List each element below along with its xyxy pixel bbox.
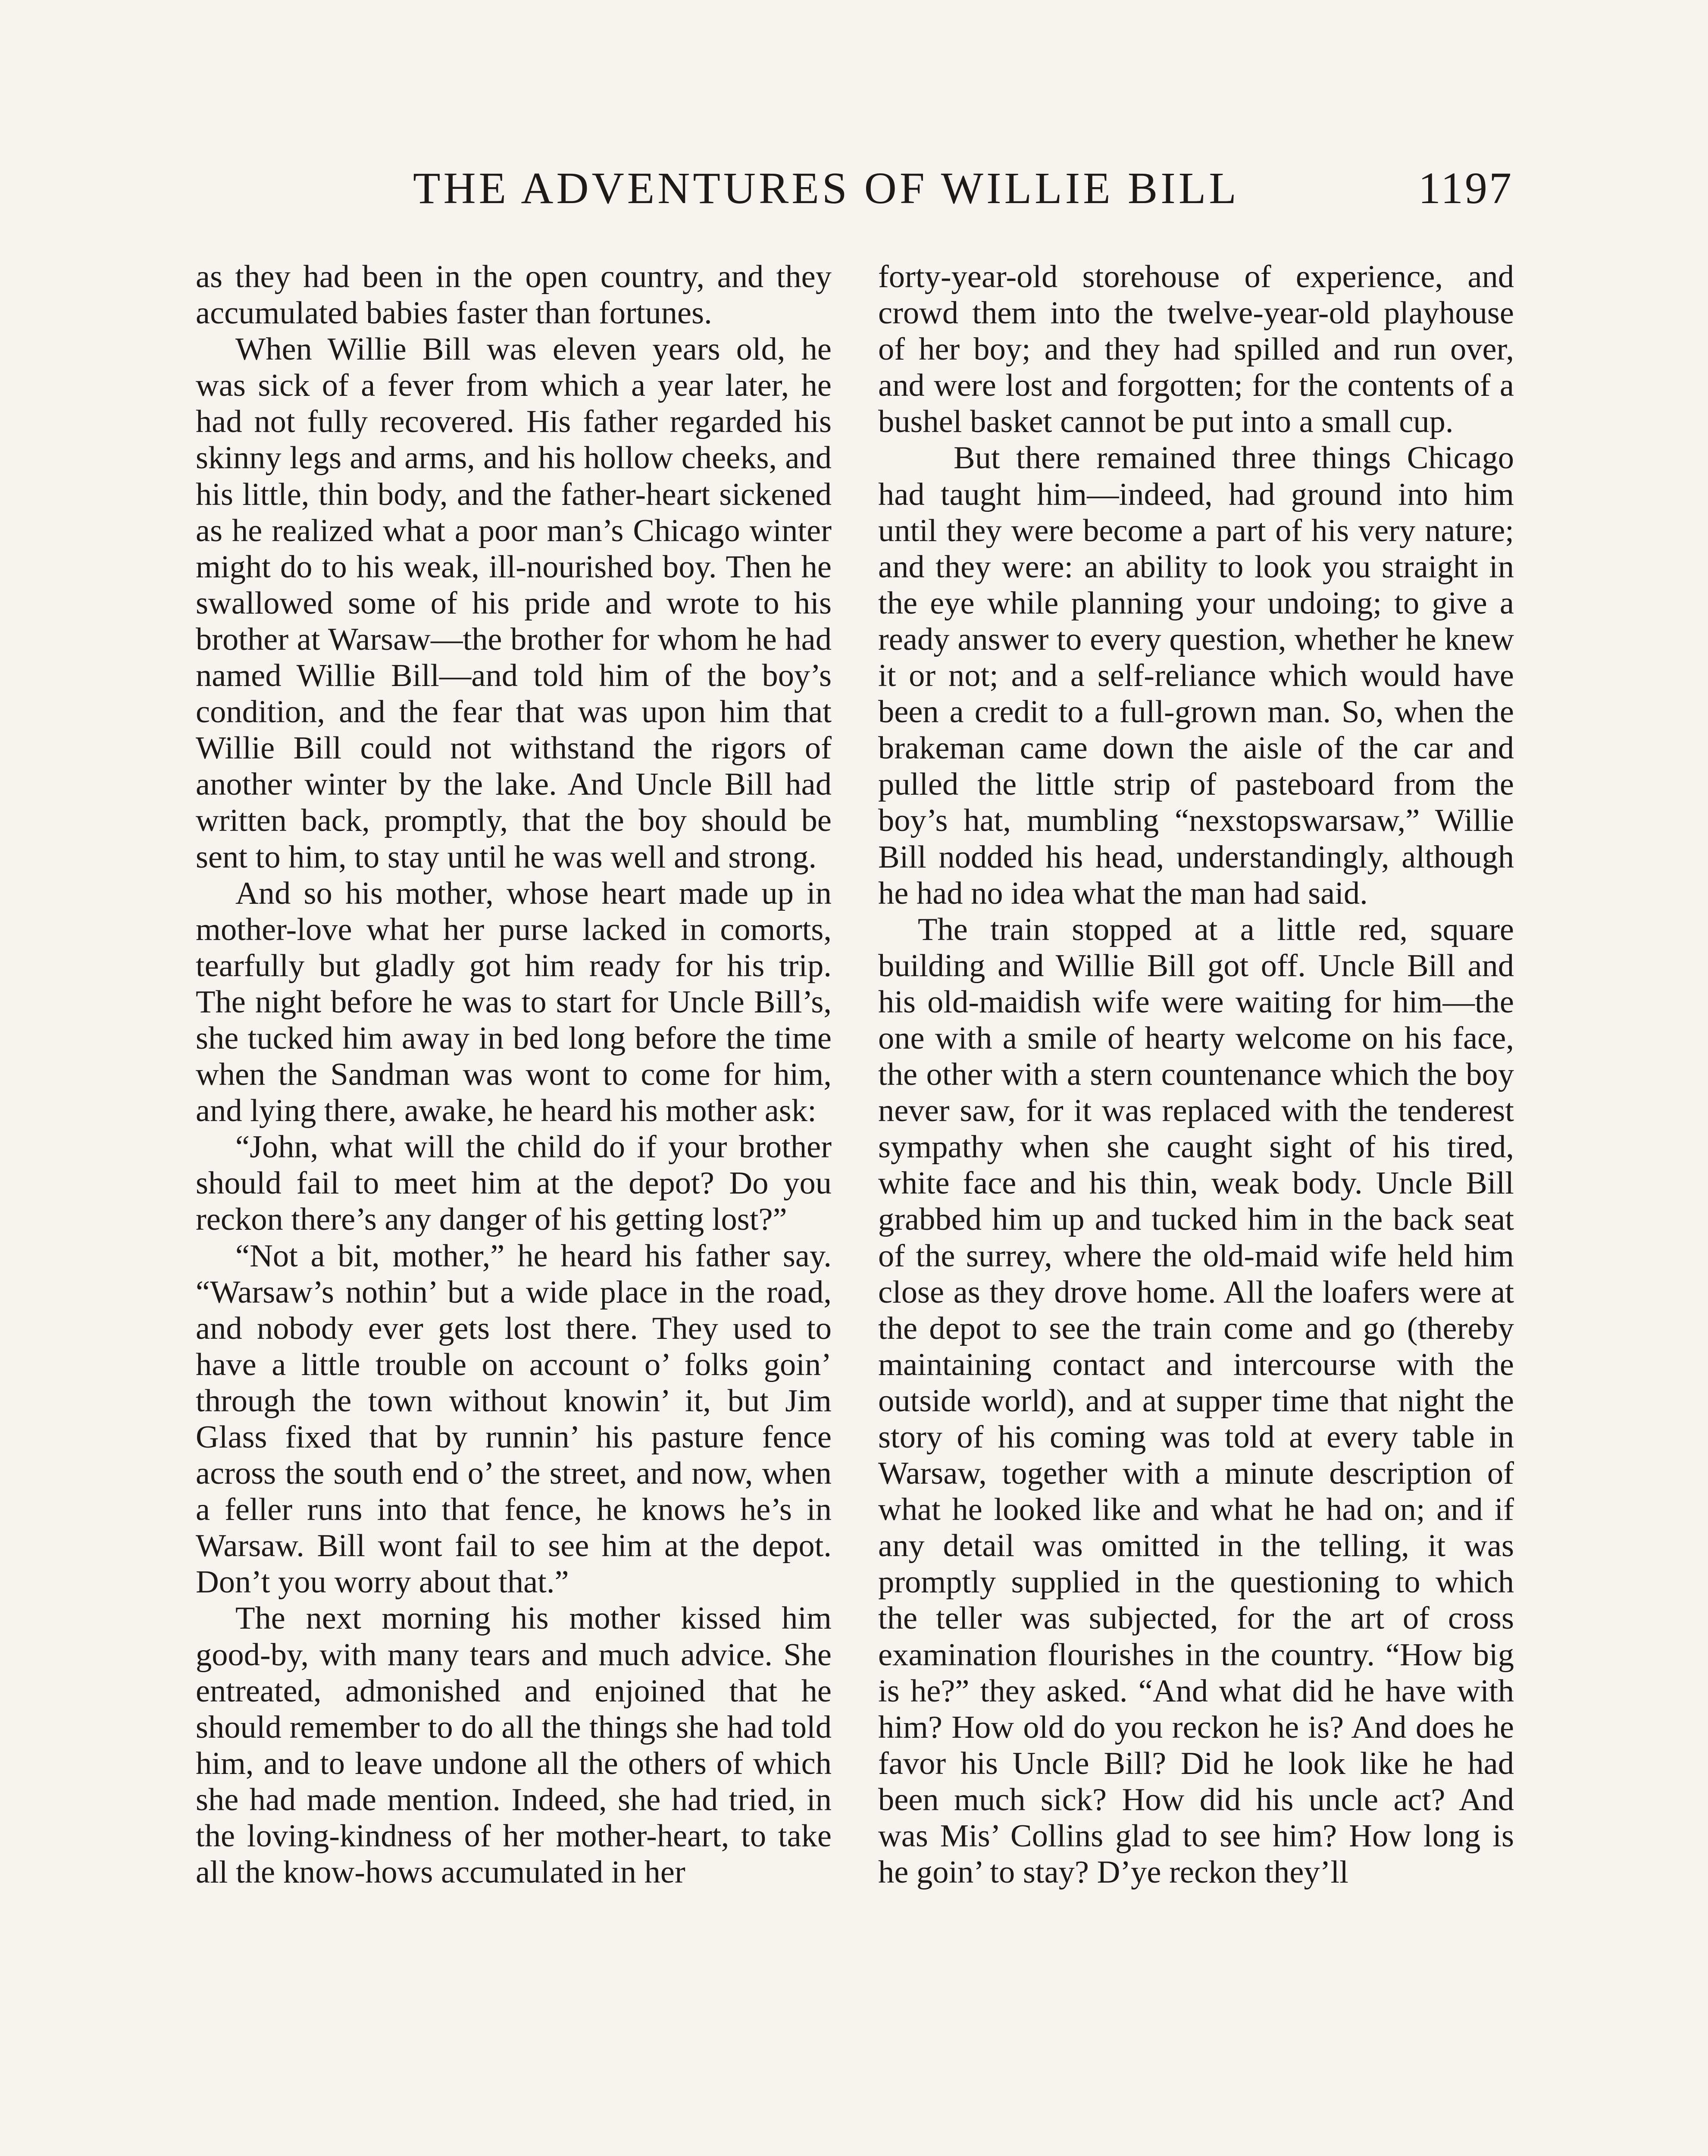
paragraph: And so his mother, whose heart made up in mother-love what her purse lacked in comorts, tearfully but gladly got him ready for his trip. The night before he was to start for Uncle Bill’s, she tucked him away in bed long before the time when the Sandman was wont to come for him, and lying there, awake, he heard his mother ask: [196,875,832,1129]
running-title: THE ADVENTURES OF WILLIE BILL [413,163,1239,213]
left-column [196,259,832,1890]
paragraph: forty-year-old storehouse of experience, and crowd them into the twelve-year-old playhouse of her boy; and they had spilled and run over, and were lost and forgotten; for the contents of a bushel basket cannot be put into a small cup. [878,259,1514,440]
paragraph: The train stopped at a little red, square building and Willie Bill got off. Uncle Bill and his old-maidish wife were waiting for him—the one with a smile of hearty welcome on his face, the other with a stern countenance which the boy never saw, for it was replaced with the tenderest sympathy when she caught sight of his tired, white face and his thin, weak body. Uncle Bill grabbed him up and tucked him in the back seat of the surrey, where the old-maid wife held him close as they drove home. All the loafers were at the depot to see the train come and go (thereby maintaining contact and intercourse with the outside world), and at supper time that night the story of his coming was told at every table in Warsaw, together with a minute description of what he looked like and what he had on; and if any detail was omitted in the telling, it was promptly supplied in the questioning to which the teller was subjected, for the art of cross examination flourishes in the country. “How big is he?” they asked. “And what did he have with him? How old do you reckon he is? And does he favor his Uncle Bill? Did he look like he had been much sick? How did his uncle act? And was Mis’ Collins glad to see him? How long is he goin’ to stay? D’ye reckon they’ll [878,912,1514,1890]
paragraph: The next morning his mother kissed him good-by, with many tears and much advice. She entreated, admonished and enjoined that he should remember to do all the things she had told him, and to leave undone all the others of which she had made mention. Indeed, she had tried, in the loving-kindness of her mother-heart, to take all the know-hows accumulated in her [196,1601,832,1890]
right-column [878,259,1514,1890]
paragraph: as they had been in the open country, and they accumulated babies faster than fortunes. [196,259,832,331]
running-header [194,160,1513,216]
paragraph: “Not a bit, mother,” he heard his father say. “Warsaw’s nothin’ but a wide place in the road, and nobody ever gets lost there. They used to have a little trouble on account o’ folks goin’ through the town without knowin’ it, but Jim Glass fixed that by runnin’ his pasture fence across the south end o’ the street, and now, when a feller runs into that fence, he knows he’s in Warsaw. Bill wont fail to see him at the depot. Don’t you worry about that.” [196,1238,832,1600]
paragraph: “John, what will the child do if your brother should fail to meet him at the depot? Do you reckon there’s any danger of his getting lost?” [196,1129,832,1238]
page-number: 1197 [1418,163,1513,213]
paragraph: When Willie Bill was eleven years old, he was sick of a fever from which a year later, he had not fully recovered. His father regarded his skinny legs and arms, and his hollow cheeks, and his little, thin body, and the father-heart sickened as he realized what a poor man’s Chicago winter might do to his weak, ill-nourished boy. Then he swallowed some of his pride and wrote to his brother at Warsaw—the brother for whom he had named Willie Bill—and told him of the boy’s condition, and the fear that was upon him that Willie Bill could not withstand the rigors of another winter by the lake. And Uncle Bill had written back, promptly, that the boy should be sent to him, to stay until he was well and strong. [196,332,832,875]
paragraph: But there remained three things Chicago had taught him—indeed, had ground into him until they were become a part of his very nature; and they were: an ability to look you straight in the eye while planning your undoing; to give a ready answer to every question, whether he knew it or not; and a self-reliance which would have been a credit to a full-grown man. So, when the brakeman came down the aisle of the car and pulled the little strip of pasteboard from the boy’s hat, mumbling “nexstopswarsaw,” Willie Bill nodded his head, understandingly, although he had no idea what the man had said. [878,440,1514,911]
